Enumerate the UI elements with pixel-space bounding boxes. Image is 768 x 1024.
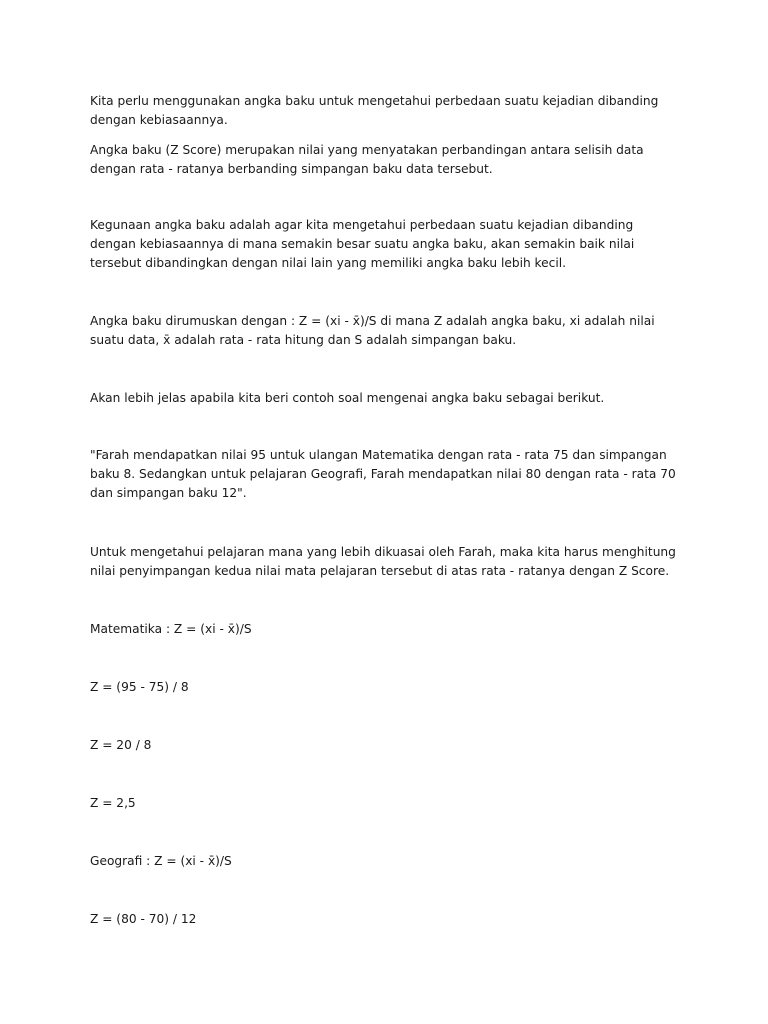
paragraph-example-intro: Akan lebih jelas apabila kita beri contoh soal mengenai angka baku sebagai berikut. bbox=[90, 391, 605, 405]
calc-geografi-formula: Geografi : Z = (xi - x̄)/S bbox=[90, 854, 232, 868]
calc-matematika-result: Z = 2,5 bbox=[90, 796, 136, 810]
paragraph-formula: Angka baku dirumuskan dengan : Z = (xi - x̄)/S di mana Z adalah angka baku, xi adalah nilai suatu data, x̄ adalah rata - rata hitung dan S adalah simpangan baku. bbox=[90, 314, 655, 347]
paragraph-definition: Angka baku (Z Score) merupakan nilai yang menyatakan perbandingan antara selisih data dengan rata - ratanya berbanding simpangan baku data tersebut. bbox=[90, 143, 644, 176]
paragraph-method: Untuk mengetahui pelajaran mana yang lebih dikuasai oleh Farah, maka kita harus menghitung nilai penyimpangan kedua nilai mata pelajaran tersebut di atas rata - ratanya dengan Z Score. bbox=[90, 545, 676, 578]
calc-matematika-step2: Z = 20 / 8 bbox=[90, 738, 152, 752]
calc-matematika-formula: Matematika : Z = (xi - x̄)/S bbox=[90, 622, 252, 636]
calc-matematika-step1: Z = (95 - 75) / 8 bbox=[90, 680, 189, 694]
paragraph-example-problem: "Farah mendapatkan nilai 95 untuk ulangan Matematika dengan rata - rata 75 dan simpangan baku 8. Sedangkan untuk pelajaran Geografi, Farah mendapatkan nilai 80 dengan rata - rata 70 dan simpangan baku 12". bbox=[90, 448, 676, 500]
paragraph-purpose: Kegunaan angka baku adalah agar kita mengetahui perbedaan suatu kejadian dibanding dengan kebiasaannya di mana semakin besar suatu angka baku, akan semakin baik nilai tersebut dibandingkan dengan nilai lain yang memiliki angka baku lebih kecil. bbox=[90, 218, 635, 270]
calc-geografi-step1: Z = (80 - 70) / 12 bbox=[90, 912, 197, 926]
paragraph-intro: Kita perlu menggunakan angka baku untuk mengetahui perbedaan suatu kejadian dibanding dengan kebiasaannya. bbox=[90, 94, 659, 127]
